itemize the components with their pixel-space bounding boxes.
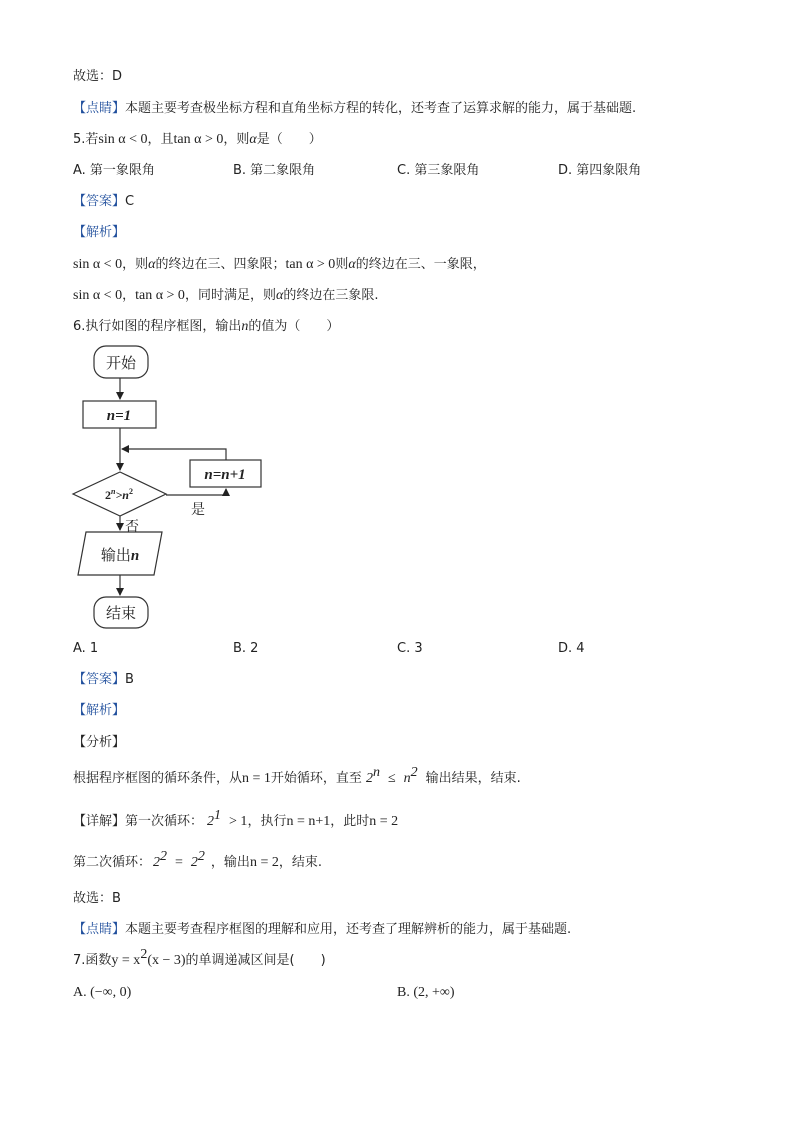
flow-no-label: 否: [125, 519, 139, 535]
q6-option-c: C. 3: [397, 641, 423, 656]
q5-option-a: A. 第一象限角: [73, 163, 155, 178]
q5-analysis-line-2: sin α < 0，tan α > 0，同时满足，则α的终边在三象限.: [73, 288, 379, 303]
q6-option-a: A. 1: [73, 641, 99, 656]
flow-yes-label: 是: [191, 502, 205, 518]
question-7-stem: 7.函数$y = x^2(x - 3)$的单调递减区间是( ): [73, 947, 326, 968]
flowchart: [70, 344, 270, 634]
q5-option-d: D. 第四象限角: [558, 163, 642, 178]
flow-end-label: 结束: [105, 604, 137, 622]
flow-output-label: 输出n: [100, 546, 140, 564]
q6-analysis-tag: 【解析】: [73, 703, 126, 718]
conclusion-line: 故选：D: [73, 69, 123, 84]
flow-init-label: n=1: [106, 408, 132, 424]
q7-option-b: B. (2, +∞): [397, 985, 455, 1000]
question-5-stem: 5.若sin α < 0，且tan α > 0，则α是（ ）: [73, 132, 322, 147]
flow-increment-label: n=n+1: [204, 467, 246, 483]
flow-start-label: 开始: [105, 354, 137, 372]
q6-comment: 【点睛】本题主要考查程序框图的理解和应用，还考查了理解辨析的能力，属于基础题.: [73, 922, 572, 937]
q5-answer: 【答案】C: [73, 194, 135, 209]
q6-choose: 故选：B: [73, 891, 121, 906]
q5-option-b: B. 第二象限角: [233, 163, 316, 178]
q6-option-d: D. 4: [558, 641, 585, 656]
q6-answer: 【答案】B: [73, 672, 134, 687]
q6-option-b: B. 2: [233, 641, 259, 656]
q6-fenxi-tag: 【分析】: [73, 735, 126, 750]
question-6-stem: 6.执行如图的程序框图，输出n的值为（ ）: [73, 319, 340, 334]
q5-analysis-line-1: sin α < 0，则α的终边在三、四象限；tan α > 0则α的终边在三、一象限，: [73, 257, 486, 272]
q5-option-c: C. 第三象限角: [397, 163, 480, 178]
q6-detail-line-2: 第二次循环： $2^2 = 2^2$ ，输出n = 2，结束.: [73, 849, 322, 870]
q6-detail-line-1: 【详解】第一次循环： $2^1 > 1$，执行n = n+1，此时n = 2: [73, 808, 399, 829]
q6-fenxi-text: 根据程序框图的循环条件，从n = 1开始循环，直至 $2^n \le n^2$ 输出结果，结束.: [73, 765, 521, 786]
q5-analysis-tag: 【解析】: [73, 225, 126, 240]
q7-option-a: A. (−∞, 0): [73, 985, 132, 1000]
comment-line: 【点睛】本题主要考查极坐标方程和直角坐标方程的转化，还考查了运算求解的能力，属于基础题.: [73, 101, 637, 116]
flow-condition-label: $2^n>n^2$: [105, 487, 133, 502]
